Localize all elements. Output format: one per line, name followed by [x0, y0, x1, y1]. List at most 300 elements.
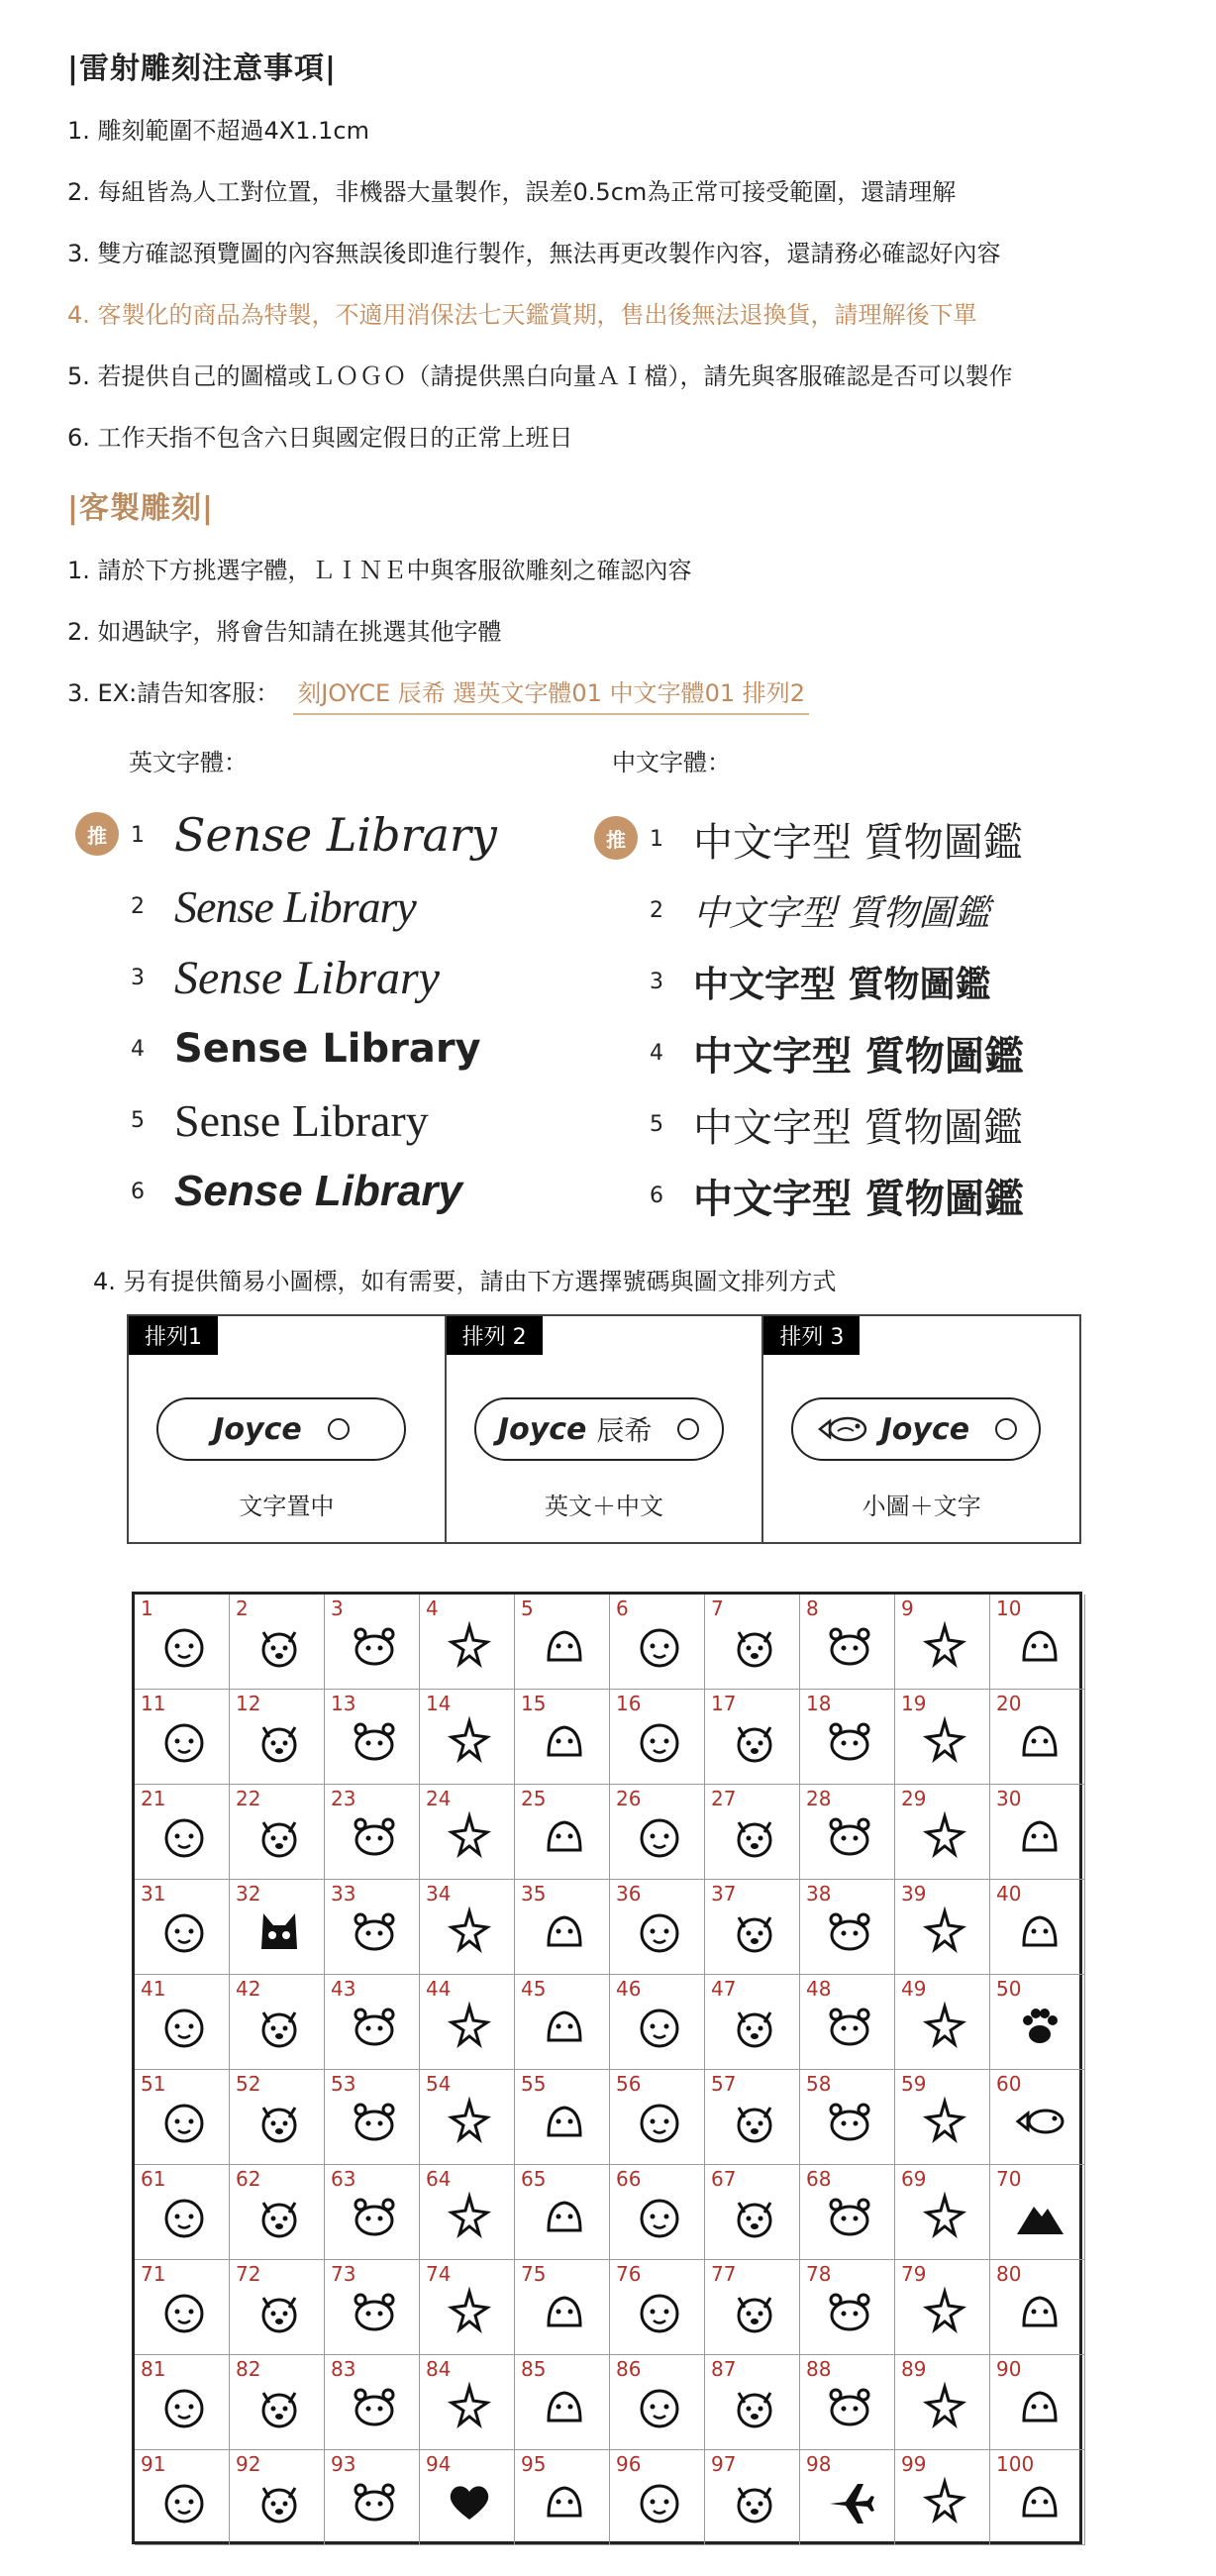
- icon-option-29[interactable]: [895, 1785, 990, 1880]
- layout-preview: [474, 1397, 724, 1461]
- icon-option-88[interactable]: [800, 2355, 895, 2450]
- icon-option-86[interactable]: [610, 2355, 705, 2450]
- icon-option-51[interactable]: [135, 2070, 230, 2165]
- icon-option-37[interactable]: [705, 1880, 800, 1975]
- crown-small-icon: [634, 2476, 685, 2527]
- rose-icon: [444, 2286, 495, 2337]
- deer-icon: [634, 1906, 685, 1957]
- icon-number: 62: [236, 2167, 261, 2191]
- shiba-icon: [444, 2001, 495, 2052]
- icon-option-8[interactable]: [800, 1595, 895, 1690]
- icon-number: 60: [996, 2072, 1022, 2096]
- icon-number: 31: [141, 1882, 166, 1906]
- icon-option-32[interactable]: [230, 1880, 325, 1975]
- icon-number: 30: [996, 1787, 1022, 1810]
- notice-item-3: 3. 雙方確認預覽圖的內容無誤後即進行製作，無法再更改製作內容，還請務必確認好內容: [67, 240, 1001, 267]
- option-number: 1: [131, 822, 145, 848]
- chinese-font-option-4[interactable]: [642, 1018, 1024, 1087]
- chinese-font-option-1[interactable]: [642, 804, 1023, 874]
- palm-leaf-icon: [539, 2286, 590, 2337]
- dinosaur-icon: [919, 1810, 970, 1862]
- example-label: 3. EX:請告知客服：: [67, 679, 280, 707]
- layout-tag: 排列 2: [447, 1316, 543, 1355]
- font-sample: 中文字型 質物圖鑑: [693, 1104, 1023, 1151]
- layout-option-2[interactable]: [447, 1316, 764, 1542]
- icon-option-12[interactable]: [230, 1690, 325, 1785]
- icon-option-40[interactable]: [990, 1880, 1085, 1975]
- icon-option-47[interactable]: [705, 1975, 800, 2070]
- layout-option-1[interactable]: [129, 1316, 447, 1542]
- crown-icon: [729, 2476, 780, 2527]
- icon-number: 89: [901, 2357, 927, 2381]
- icon-number: 16: [616, 1692, 642, 1715]
- cat-sleep-icon: [253, 2096, 305, 2147]
- gorilla-side-icon: [1014, 1715, 1065, 1767]
- layout-caption: 小圖＋文字: [861, 1493, 981, 1520]
- icon-option-61[interactable]: [135, 2165, 230, 2260]
- icon-option-77[interactable]: [705, 2260, 800, 2355]
- icon-number: 100: [996, 2452, 1035, 2476]
- english-font-option-2[interactable]: [123, 872, 416, 941]
- paw-icon: [1014, 2001, 1065, 2052]
- bunny-ears-icon: [158, 1906, 210, 1957]
- icon-option-17[interactable]: [705, 1690, 800, 1785]
- owl-icon: [539, 1810, 590, 1862]
- icon-option-6[interactable]: [610, 1595, 705, 1690]
- icon-option-99[interactable]: [895, 2450, 990, 2545]
- icon-option-42[interactable]: [230, 1975, 325, 2070]
- tiger-icon: [729, 1620, 780, 1672]
- icon-option-93[interactable]: [325, 2450, 420, 2545]
- icon-number: 7: [711, 1597, 724, 1620]
- icon-number: 15: [521, 1692, 547, 1715]
- hen-icon: [349, 1810, 400, 1862]
- icon-option-5[interactable]: [515, 1595, 610, 1690]
- poop-icon: [729, 2191, 780, 2242]
- icon-number: 3: [331, 1597, 344, 1620]
- icon-number: 86: [616, 2357, 642, 2381]
- octopus-icon: [539, 2096, 590, 2147]
- icon-number: 82: [236, 2357, 261, 2381]
- puppy-icon: [919, 2001, 970, 2052]
- cat-peek-icon: [158, 2096, 210, 2147]
- icon-number: 40: [996, 1882, 1022, 1906]
- icon-option-43[interactable]: [325, 1975, 420, 2070]
- planet-icon: [539, 2381, 590, 2432]
- angry-mark-icon: [824, 2191, 875, 2242]
- icon-option-89[interactable]: [895, 2355, 990, 2450]
- gorilla-icon: [824, 1715, 875, 1767]
- icon-number: 24: [426, 1787, 452, 1810]
- icon-number: 72: [236, 2262, 261, 2286]
- preview-text: Joyce: [497, 1411, 587, 1447]
- clover-icon: [824, 2286, 875, 2337]
- preview-text: Joyce: [213, 1411, 302, 1447]
- icon-number: 51: [141, 2072, 166, 2096]
- icon-number: 20: [996, 1692, 1022, 1715]
- fish-icon: [816, 1413, 871, 1445]
- icon-number: 76: [616, 2262, 642, 2286]
- icon-option-39[interactable]: [895, 1880, 990, 1975]
- option-number: 2: [650, 897, 663, 923]
- icon-number: 99: [901, 2452, 927, 2476]
- sparkle-icon: [349, 2381, 400, 2432]
- layout-option-3[interactable]: [763, 1316, 1079, 1542]
- icon-option-70[interactable]: [990, 2165, 1085, 2260]
- icon-number: 88: [806, 2357, 832, 2381]
- candy-icon: [349, 2476, 400, 2527]
- font-sample: 中文字型 質物圖鑑: [693, 964, 991, 1005]
- icon-option-19[interactable]: [895, 1690, 990, 1785]
- font-sample: 中文字型 質物圖鑑: [693, 819, 1023, 866]
- icon-option-13[interactable]: [325, 1690, 420, 1785]
- custom-item-1: 1. 請於下方挑選字體，ＬＩＮＥ中與客服欲雕刻之確認內容: [67, 557, 692, 584]
- icon-option-9[interactable]: [895, 1595, 990, 1690]
- icon-option-24[interactable]: [420, 1785, 515, 1880]
- penguin-icon: [634, 1810, 685, 1862]
- icon-number: 68: [806, 2167, 832, 2191]
- icon-number: 69: [901, 2167, 927, 2191]
- airplane-icon: [824, 2476, 875, 2527]
- icon-option-94[interactable]: [420, 2450, 515, 2545]
- icon-option-97[interactable]: [705, 2450, 800, 2545]
- icon-option-34[interactable]: [420, 1880, 515, 1975]
- icon-option-66[interactable]: [610, 2165, 705, 2260]
- icon-option-26[interactable]: [610, 1785, 705, 1880]
- font-sample: 中文字型 質物圖鑑: [693, 1175, 1024, 1222]
- icon-option-4[interactable]: [420, 1595, 515, 1690]
- icon-number: 63: [331, 2167, 356, 2191]
- option-number: 4: [131, 1036, 145, 1062]
- icon-number: 8: [806, 1597, 819, 1620]
- icon-number: 19: [901, 1692, 927, 1715]
- chinese-font-heading: 中文字體：: [612, 749, 731, 776]
- icon-option-18[interactable]: [800, 1690, 895, 1785]
- english-font-option-5[interactable]: [123, 1085, 429, 1155]
- rabbit-icon: [444, 1620, 495, 1672]
- icon-option-78[interactable]: [800, 2260, 895, 2355]
- font-sample: Sense Library: [174, 1167, 463, 1215]
- option-number: 1: [650, 826, 663, 852]
- penguin-face-icon: [729, 1810, 780, 1862]
- whale-icon: [824, 2096, 875, 2147]
- icon-option-54[interactable]: [420, 2070, 515, 2165]
- icon-option-95[interactable]: [515, 2450, 610, 2545]
- icon-option-80[interactable]: [990, 2260, 1085, 2355]
- icon-option-96[interactable]: [610, 2450, 705, 2545]
- icon-option-20[interactable]: [990, 1690, 1085, 1785]
- icon-number: 32: [236, 1882, 261, 1906]
- icon-option-52[interactable]: [230, 2070, 325, 2165]
- icon-option-100[interactable]: [990, 2450, 1085, 2545]
- icon-number: 13: [331, 1692, 356, 1715]
- cat-face-icon: [349, 2096, 400, 2147]
- icon-option-53[interactable]: [325, 2070, 420, 2165]
- icon-number: 41: [141, 1977, 166, 2001]
- icon-option-16[interactable]: [610, 1690, 705, 1785]
- icon-option-55[interactable]: [515, 2070, 610, 2165]
- pig-side-icon: [1014, 1906, 1065, 1957]
- chinese-font-option-6[interactable]: [642, 1161, 1024, 1230]
- icon-number: 80: [996, 2262, 1022, 2286]
- hippo-icon: [349, 1715, 400, 1767]
- icon-option-79[interactable]: [895, 2260, 990, 2355]
- bear-face-icon: [824, 1906, 875, 1957]
- icon-number: 17: [711, 1692, 737, 1715]
- icon-number: 67: [711, 2167, 737, 2191]
- bird-flying-icon: [158, 1810, 210, 1862]
- icon-option-69[interactable]: [895, 2165, 990, 2260]
- icon-option-74[interactable]: [420, 2260, 515, 2355]
- basset-icon: [729, 2001, 780, 2052]
- smile-face-icon: [253, 2191, 305, 2242]
- fish-jump-icon: [919, 2096, 970, 2147]
- toucan-icon: [539, 1906, 590, 1957]
- font-sample: 中文字型 質物圖鑑: [693, 892, 990, 934]
- pig-icon: [158, 1715, 210, 1767]
- camera-icon: [1014, 2476, 1065, 2527]
- icon-option-90[interactable]: [990, 2355, 1085, 2450]
- icon-number: 85: [521, 2357, 547, 2381]
- notice-item-1: 1. 雕刻範圍不超過4X1.1cm: [67, 117, 369, 145]
- dog-patch-icon: [539, 2001, 590, 2052]
- chinese-font-option-5[interactable]: [642, 1089, 1023, 1159]
- beer-icon: [1014, 2381, 1065, 2432]
- icon-option-36[interactable]: [610, 1880, 705, 1975]
- icon-number: 10: [996, 1597, 1022, 1620]
- shell-icon: [634, 2286, 685, 2337]
- icon-option-65[interactable]: [515, 2165, 610, 2260]
- icon-option-64[interactable]: [420, 2165, 515, 2260]
- english-font-option-3[interactable]: [123, 943, 440, 1012]
- panda-icon: [539, 1620, 590, 1672]
- icon-number: 43: [331, 1977, 356, 2001]
- flower-icon: [253, 2286, 305, 2337]
- duck-icon: [444, 1810, 495, 1862]
- icon-number: 83: [331, 2357, 356, 2381]
- font-sample: Sense Library: [174, 1094, 429, 1146]
- option-number: 6: [131, 1179, 145, 1204]
- icon-option-58[interactable]: [800, 2070, 895, 2165]
- icon-option-41[interactable]: [135, 1975, 230, 2070]
- icon-option-71[interactable]: [135, 2260, 230, 2355]
- icon-option-62[interactable]: [230, 2165, 325, 2260]
- icon-option-87[interactable]: [705, 2355, 800, 2450]
- icon-number: 9: [901, 1597, 914, 1620]
- hamster-icon: [729, 1715, 780, 1767]
- muscle-icon: [539, 2191, 590, 2242]
- icon-number: 23: [331, 1787, 356, 1810]
- recommend-badge-english: 推: [75, 812, 119, 856]
- dog-icon: [253, 1620, 305, 1672]
- icon-number: 18: [806, 1692, 832, 1715]
- icon-number: 73: [331, 2262, 356, 2286]
- elephant-icon: [253, 1715, 305, 1767]
- icon-option-46[interactable]: [610, 1975, 705, 2070]
- icon-number: 57: [711, 2072, 737, 2096]
- tea-cup-icon: [919, 2381, 970, 2432]
- icon-option-72[interactable]: [230, 2260, 325, 2355]
- sun-icon: [634, 2381, 685, 2432]
- hole-icon: [328, 1418, 350, 1440]
- icon-option-57[interactable]: [705, 2070, 800, 2165]
- icon-number: 26: [616, 1787, 642, 1810]
- tabby-icon: [444, 2096, 495, 2147]
- mountain-icon: [1014, 2191, 1065, 2242]
- option-number: 3: [650, 969, 663, 994]
- option-number: 2: [131, 893, 145, 919]
- icon-option-14[interactable]: [420, 1690, 515, 1785]
- sheep-icon: [444, 1715, 495, 1767]
- icon-number: 35: [521, 1882, 547, 1906]
- icon-number: 93: [331, 2452, 356, 2476]
- icon-option-60[interactable]: [990, 2070, 1085, 2165]
- icon-option-11[interactable]: [135, 1690, 230, 1785]
- icon-number: 45: [521, 1977, 547, 2001]
- icon-number: 52: [236, 2072, 261, 2096]
- icon-option-98[interactable]: [800, 2450, 895, 2545]
- icon-option-56[interactable]: [610, 2070, 705, 2165]
- icon-number: 87: [711, 2357, 737, 2381]
- elephant-small-icon: [919, 1906, 970, 1957]
- english-font-heading: 英文字體：: [129, 749, 248, 776]
- icon-number: 33: [331, 1882, 356, 1906]
- icon-option-91[interactable]: [135, 2450, 230, 2545]
- trees-icon: [919, 2286, 970, 2337]
- icon-option-82[interactable]: [230, 2355, 325, 2450]
- icon-number: 78: [806, 2262, 832, 2286]
- icon-option-92[interactable]: [230, 2450, 325, 2545]
- icon-grid: [132, 1592, 1082, 2544]
- icon-option-45[interactable]: [515, 1975, 610, 2070]
- icon-number: 66: [616, 2167, 642, 2191]
- icon-option-15[interactable]: [515, 1690, 610, 1785]
- font-sample: 中文字型 質物圖鑑: [693, 1033, 1024, 1080]
- icon-option-30[interactable]: [990, 1785, 1085, 1880]
- icon-option-73[interactable]: [325, 2260, 420, 2355]
- heart-icon: [444, 2476, 495, 2527]
- laugh-face-icon: [444, 2191, 495, 2242]
- cactus-icon: [158, 2286, 210, 2337]
- bear-icon: [634, 1620, 685, 1672]
- font-sample: Sense Library: [174, 808, 497, 862]
- chinese-font-option-3[interactable]: [642, 947, 991, 1016]
- font-sample: Sense Library: [174, 880, 416, 932]
- notice-item-5: 5. 若提供自己的圖檔或ＬＯＧＯ（請提供黑白向量ＡＩ檔），請先與客服確認是否可以製作: [67, 362, 1013, 390]
- icon-option-33[interactable]: [325, 1880, 420, 1975]
- icon-option-25[interactable]: [515, 1785, 610, 1880]
- icon-option-28[interactable]: [800, 1785, 895, 1880]
- icon-number: 95: [521, 2452, 547, 2476]
- icon-option-23[interactable]: [325, 1785, 420, 1880]
- icon-number: 29: [901, 1787, 927, 1810]
- icon-number: 64: [426, 2167, 452, 2191]
- icon-option-84[interactable]: [420, 2355, 515, 2450]
- icon-option-10[interactable]: [990, 1595, 1085, 1690]
- english-font-option-6[interactable]: [123, 1157, 462, 1226]
- icon-option-49[interactable]: [895, 1975, 990, 2070]
- layout-tag: 排列1: [129, 1316, 218, 1355]
- icon-option-75[interactable]: [515, 2260, 610, 2355]
- chick-icon: [349, 1620, 400, 1672]
- icon-option-35[interactable]: [515, 1880, 610, 1975]
- icon-option-67[interactable]: [705, 2165, 800, 2260]
- lion-icon: [1014, 1620, 1065, 1672]
- icon-option-68[interactable]: [800, 2165, 895, 2260]
- recommend-badge-chinese: 推: [594, 816, 638, 860]
- icon-option-76[interactable]: [610, 2260, 705, 2355]
- layout-caption: 英文＋中文: [545, 1493, 663, 1520]
- chinese-font-option-2[interactable]: [642, 876, 989, 945]
- icon-option-59[interactable]: [895, 2070, 990, 2165]
- icon-option-27[interactable]: [705, 1785, 800, 1880]
- icon-number: 46: [616, 1977, 642, 2001]
- icon-option-7[interactable]: [705, 1595, 800, 1690]
- raccoon-icon: [444, 1906, 495, 1957]
- hedgehog-icon: [824, 1810, 875, 1862]
- custom-item-4: 4. 另有提供簡易小圖標，如有需要，請由下方選擇號碼與圖文排列方式: [93, 1268, 837, 1295]
- icon-option-38[interactable]: [800, 1880, 895, 1975]
- english-font-option-1[interactable]: [123, 800, 497, 870]
- icon-number: 27: [711, 1787, 737, 1810]
- icon-number: 28: [806, 1787, 832, 1810]
- option-number: 5: [650, 1111, 663, 1137]
- icon-number: 34: [426, 1882, 452, 1906]
- custom-item-3: [67, 673, 809, 708]
- option-number: 3: [131, 965, 145, 990]
- icon-number: 14: [426, 1692, 452, 1715]
- icon-option-22[interactable]: [230, 1785, 325, 1880]
- pig-face-icon: [729, 1906, 780, 1957]
- english-font-option-4[interactable]: [123, 1014, 481, 1083]
- icon-number: 37: [711, 1882, 737, 1906]
- icon-number: 47: [711, 1977, 737, 2001]
- icon-option-50[interactable]: [990, 1975, 1085, 2070]
- butterfly-icon: [729, 2096, 780, 2147]
- notice-item-4: 4. 客製化的商品為特製，不適用消保法七天鑑賞期，售出後無法退換貨，請理解後下單: [67, 301, 977, 329]
- icon-option-31[interactable]: [135, 1880, 230, 1975]
- icon-option-3[interactable]: [325, 1595, 420, 1690]
- icon-number: 49: [901, 1977, 927, 2001]
- guitar-icon: [919, 2476, 970, 2527]
- icon-number: 44: [426, 1977, 452, 2001]
- conch-icon: [729, 2286, 780, 2337]
- option-number: 5: [131, 1107, 145, 1133]
- snake-icon: [1014, 1810, 1065, 1862]
- icon-number: 42: [236, 1977, 261, 2001]
- icon-number: 97: [711, 2452, 737, 2476]
- icon-option-21[interactable]: [135, 1785, 230, 1880]
- notice-item-6: 6. 工作天指不包含六日與國定假日的正常上班日: [67, 424, 573, 452]
- icon-option-83[interactable]: [325, 2355, 420, 2450]
- icon-option-2[interactable]: [230, 1595, 325, 1690]
- surprised-face-icon: [349, 2191, 400, 2242]
- icon-option-63[interactable]: [325, 2165, 420, 2260]
- option-number: 6: [650, 1183, 663, 1208]
- icon-option-48[interactable]: [800, 1975, 895, 2070]
- icon-option-1[interactable]: [135, 1595, 230, 1690]
- icon-number: 71: [141, 2262, 166, 2286]
- icon-option-81[interactable]: [135, 2355, 230, 2450]
- icon-number: 11: [141, 1692, 166, 1715]
- icon-option-85[interactable]: [515, 2355, 610, 2450]
- cat-icon: [158, 1620, 210, 1672]
- frog-icon: [539, 1715, 590, 1767]
- koala-icon: [919, 1620, 970, 1672]
- icon-option-44[interactable]: [420, 1975, 515, 2070]
- moon-icon: [444, 2381, 495, 2432]
- icon-number: 92: [236, 2452, 261, 2476]
